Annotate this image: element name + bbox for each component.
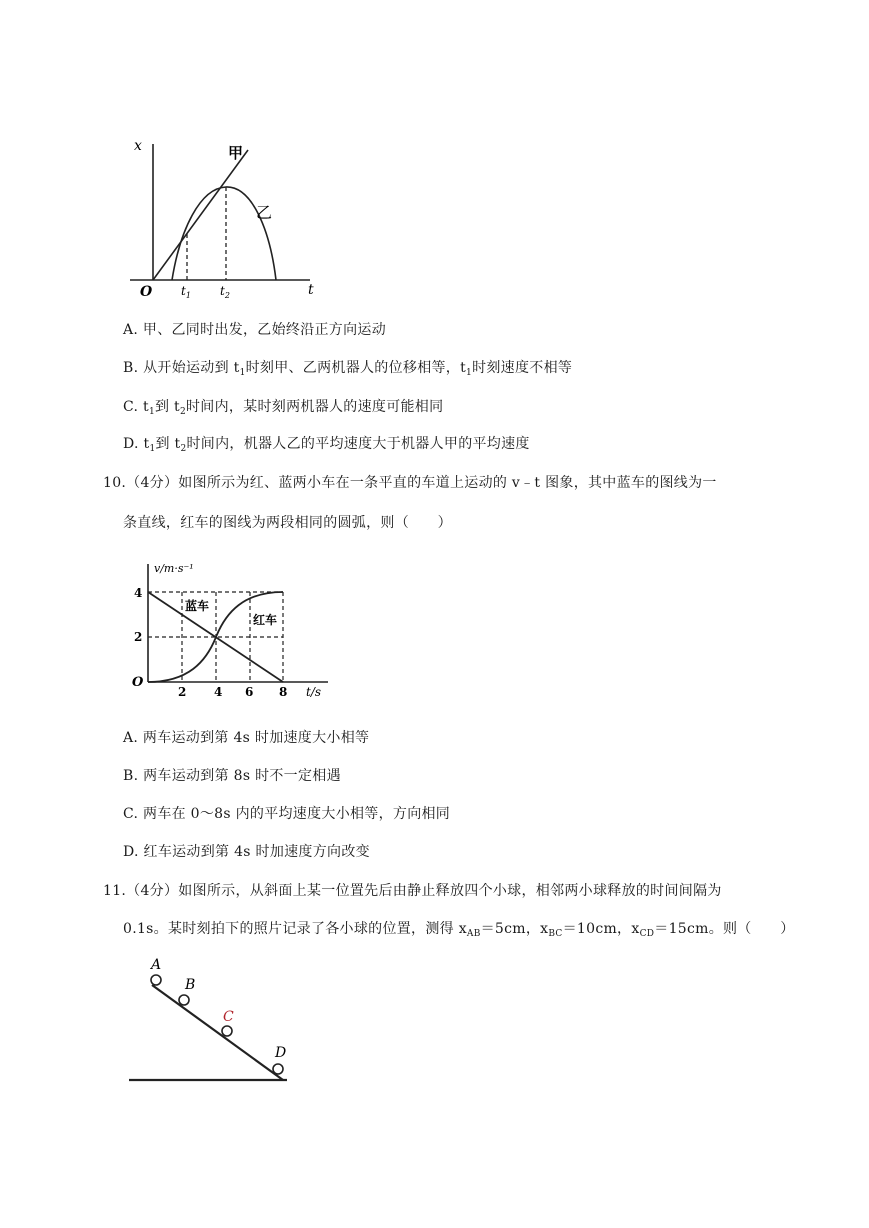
q11-incline-figure bbox=[125, 955, 305, 1090]
q11-label-a: A bbox=[151, 957, 162, 973]
q10-x-axis-label: t/s bbox=[306, 685, 322, 699]
q10-label-red: 红车 bbox=[253, 613, 278, 627]
q10-ytick-2: 2 bbox=[134, 630, 143, 644]
q11-ball-d bbox=[273, 1064, 283, 1074]
q10-xtick-2: 2 bbox=[178, 685, 187, 699]
q9-option-a: A. 甲、乙同时出发，乙始终沿正方向运动 bbox=[123, 322, 387, 338]
q11-slope bbox=[152, 985, 283, 1080]
q10-vt-graph bbox=[128, 556, 338, 702]
q10-xtick-8: 8 bbox=[279, 685, 288, 699]
q10-xtick-6: 6 bbox=[245, 685, 254, 699]
q11-ball-a bbox=[151, 975, 161, 985]
q10-label-blue: 蓝车 bbox=[185, 599, 210, 613]
q11-stem-line1: 11.（4分）如图所示，从斜面上某一位置先后由静止释放四个小球，相邻两小球释放的时间间隔为 bbox=[103, 883, 722, 899]
q11-label-c: C bbox=[223, 1009, 234, 1025]
q9-option-c: C. $t_1$到 $t_2$时间内，某时刻两机器人的速度可能相同 bbox=[123, 399, 444, 417]
q9-option-b: B. 从开始运动到 $t_1$时刻甲、乙两机器人的位移相等，$t_1$时刻速度不相等 bbox=[123, 360, 573, 378]
q9-x-axis-label: t bbox=[308, 282, 314, 298]
q11-label-d: D bbox=[275, 1045, 287, 1061]
q10-option-a: A. 两车运动到第 4s 时加速度大小相等 bbox=[123, 730, 370, 746]
q9-line-jia bbox=[153, 150, 248, 280]
q10-stem-line2: 条直线，红车的图线为两段相同的圆弧，则（ ） bbox=[123, 515, 452, 531]
q9-option-d: D. $t_1$到 $t_2$时间内，机器人乙的平均速度大于机器人甲的平均速度 bbox=[123, 436, 530, 454]
q9-tick-t2: $t_2$ bbox=[220, 284, 230, 300]
q10-y-axis-label: v/m·s⁻¹ bbox=[154, 562, 194, 575]
q10-ytick-4: 4 bbox=[134, 586, 143, 600]
q11-ball-b bbox=[179, 995, 189, 1005]
q10-xtick-4: 4 bbox=[214, 685, 223, 699]
q11-label-b: B bbox=[185, 977, 196, 993]
q10-option-d: D. 红车运动到第 4s 时加速度方向改变 bbox=[123, 844, 370, 860]
q9-xt-graph bbox=[120, 130, 330, 302]
q10-option-b: B. 两车运动到第 8s 时不一定相遇 bbox=[123, 768, 341, 784]
q11-stem-line2: 0.1s。某时刻拍下的照片记录了各小球的位置，测得 $x_{AB}=5cm$，$x_{BC}=10cm$，$x_{CD}=15cm$。则（ ） bbox=[123, 921, 795, 939]
q9-origin-label: O bbox=[140, 284, 153, 300]
q10-origin-label: O bbox=[132, 675, 144, 690]
q11-ball-c bbox=[222, 1026, 232, 1036]
q9-y-axis-label: x bbox=[134, 138, 142, 154]
q10-stem-line1: 10.（4分）如图所示为红、蓝两小车在一条平直的车道上运动的 v﹣t 图象，其中蓝车的图线为一 bbox=[103, 475, 717, 491]
q10-option-c: C. 两车在 0～8s 内的平均速度大小相等，方向相同 bbox=[123, 806, 451, 822]
q9-label-yi: 乙 bbox=[256, 203, 273, 222]
q9-label-jia: 甲 bbox=[228, 144, 244, 162]
q9-tick-t1: $t_1$ bbox=[181, 284, 191, 300]
